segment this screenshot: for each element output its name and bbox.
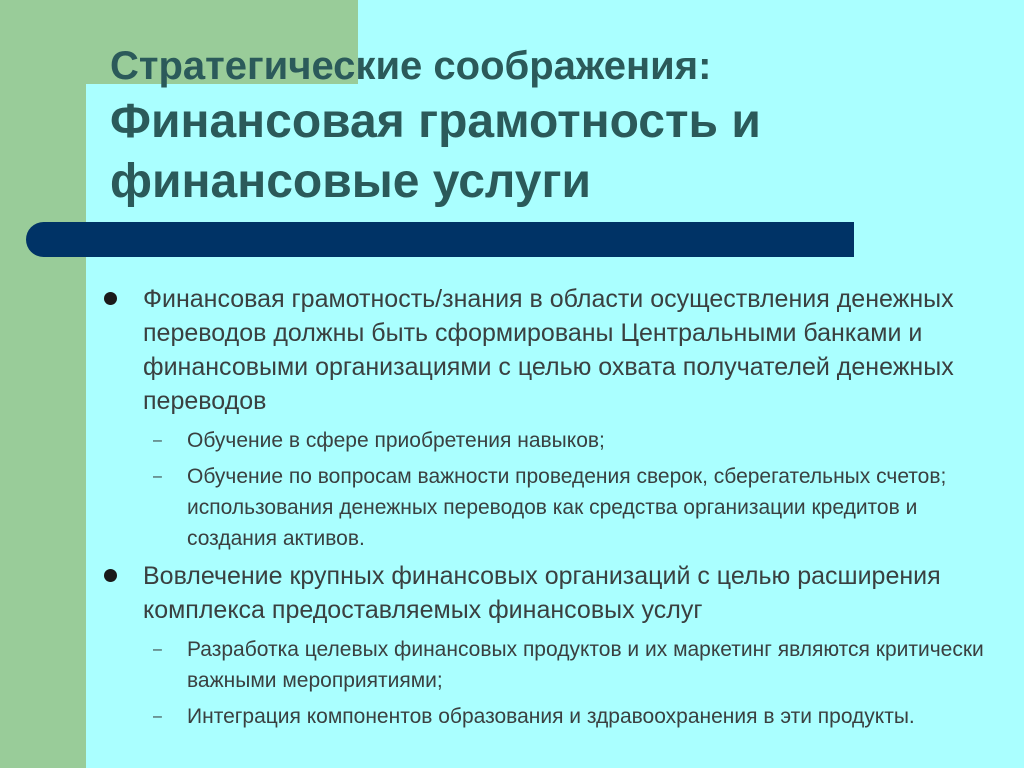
- slide-title-line1: Финансовая грамотность и: [110, 95, 761, 148]
- bullet-dot-icon: [104, 569, 117, 582]
- slide-body: [0, 282, 1024, 737]
- dash-icon: –: [153, 641, 162, 658]
- sub-bullet-item: [0, 701, 1024, 732]
- bullet-dot-icon: [104, 292, 117, 305]
- sub-bullet-text: Интеграция компонентов образования и здравоохранения в эти продукты.: [187, 705, 915, 728]
- slide-title-line2: финансовые услуги: [110, 155, 591, 208]
- dash-icon: –: [153, 708, 162, 725]
- sub-bullet-item: [0, 634, 1024, 696]
- sub-bullet-item: [0, 425, 1024, 456]
- slide-title-block: [110, 40, 990, 212]
- sub-bullet-text: Обучение в сфере приобретения навыков;: [187, 429, 605, 452]
- bullet-item: [0, 559, 1024, 627]
- bullet-item: [0, 282, 1024, 418]
- sub-bullet-item: [0, 461, 1024, 554]
- bullet-text: Финансовая грамотность/знания в области осуществления денежных переводов должны быть сформированы Центральными банками и финансовыми организациями с целью охвата получателей денежных переводов: [143, 285, 954, 415]
- dash-icon: –: [153, 468, 162, 485]
- dash-icon: –: [153, 432, 162, 449]
- sub-bullet-text: Разработка целевых финансовых продуктов и их маркетинг являются критически важными мероприятиями;: [187, 638, 984, 692]
- sub-bullet-text: Обучение по вопросам важности проведения сверок, сберегательных счетов; использования денежных переводов как средства организации кредитов и создания активов.: [187, 465, 947, 550]
- title-divider-bar: [26, 222, 854, 257]
- slide-subtitle: Стратегические соображения:: [110, 44, 712, 88]
- bullet-text: Вовлечение крупных финансовых организаций с целью расширения комплекса предоставляемых финансовых услуг: [143, 562, 941, 624]
